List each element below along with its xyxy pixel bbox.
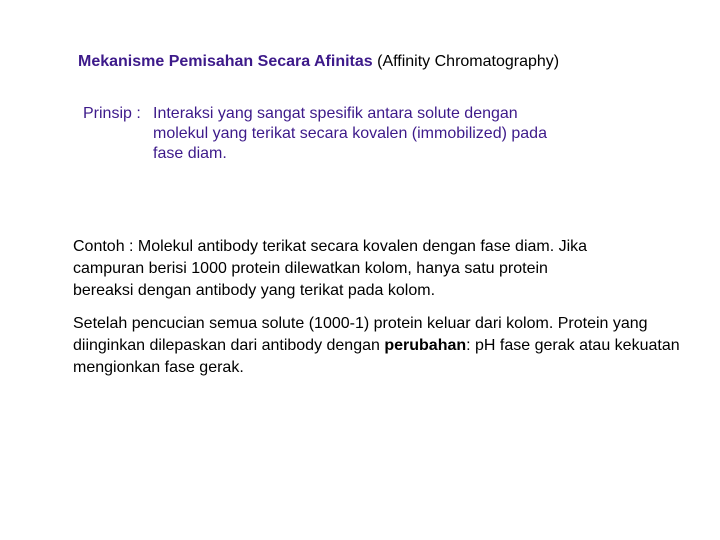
afterwash-text-part1: Setelah pencucian semua solute (1000-1) protein keluar dari kolom. Protein yang diinginkan dilepaskan dari antibody dengan	[73, 315, 648, 354]
slide-title	[78, 52, 559, 72]
afterwash-bold-term: perubahan	[384, 337, 467, 354]
principle-label: Prinsip :	[83, 105, 141, 122]
example-paragraph: Contoh : Molekul antibody terikat secara kovalen dengan fase diam. Jika campuran berisi 1000 protein dilewatkan kolom, hanya satu protein bereaksi dengan antibody yang terikat pada kolom.	[73, 238, 588, 299]
title-subtitle: (Affinity Chromatography)	[377, 53, 560, 70]
afterwash-paragraph	[73, 313, 683, 379]
afterwash-text-part2: : pH fase gerak atau kekuatan mengionkan fase gerak.	[73, 337, 680, 376]
principle-text: Interaksi yang sangat spesifik antara solute dengan molekul yang terikat secara kovalen (immobilized) pada fase diam.	[153, 105, 547, 162]
title-main: Mekanisme Pemisahan Secara Afinitas	[78, 53, 373, 70]
